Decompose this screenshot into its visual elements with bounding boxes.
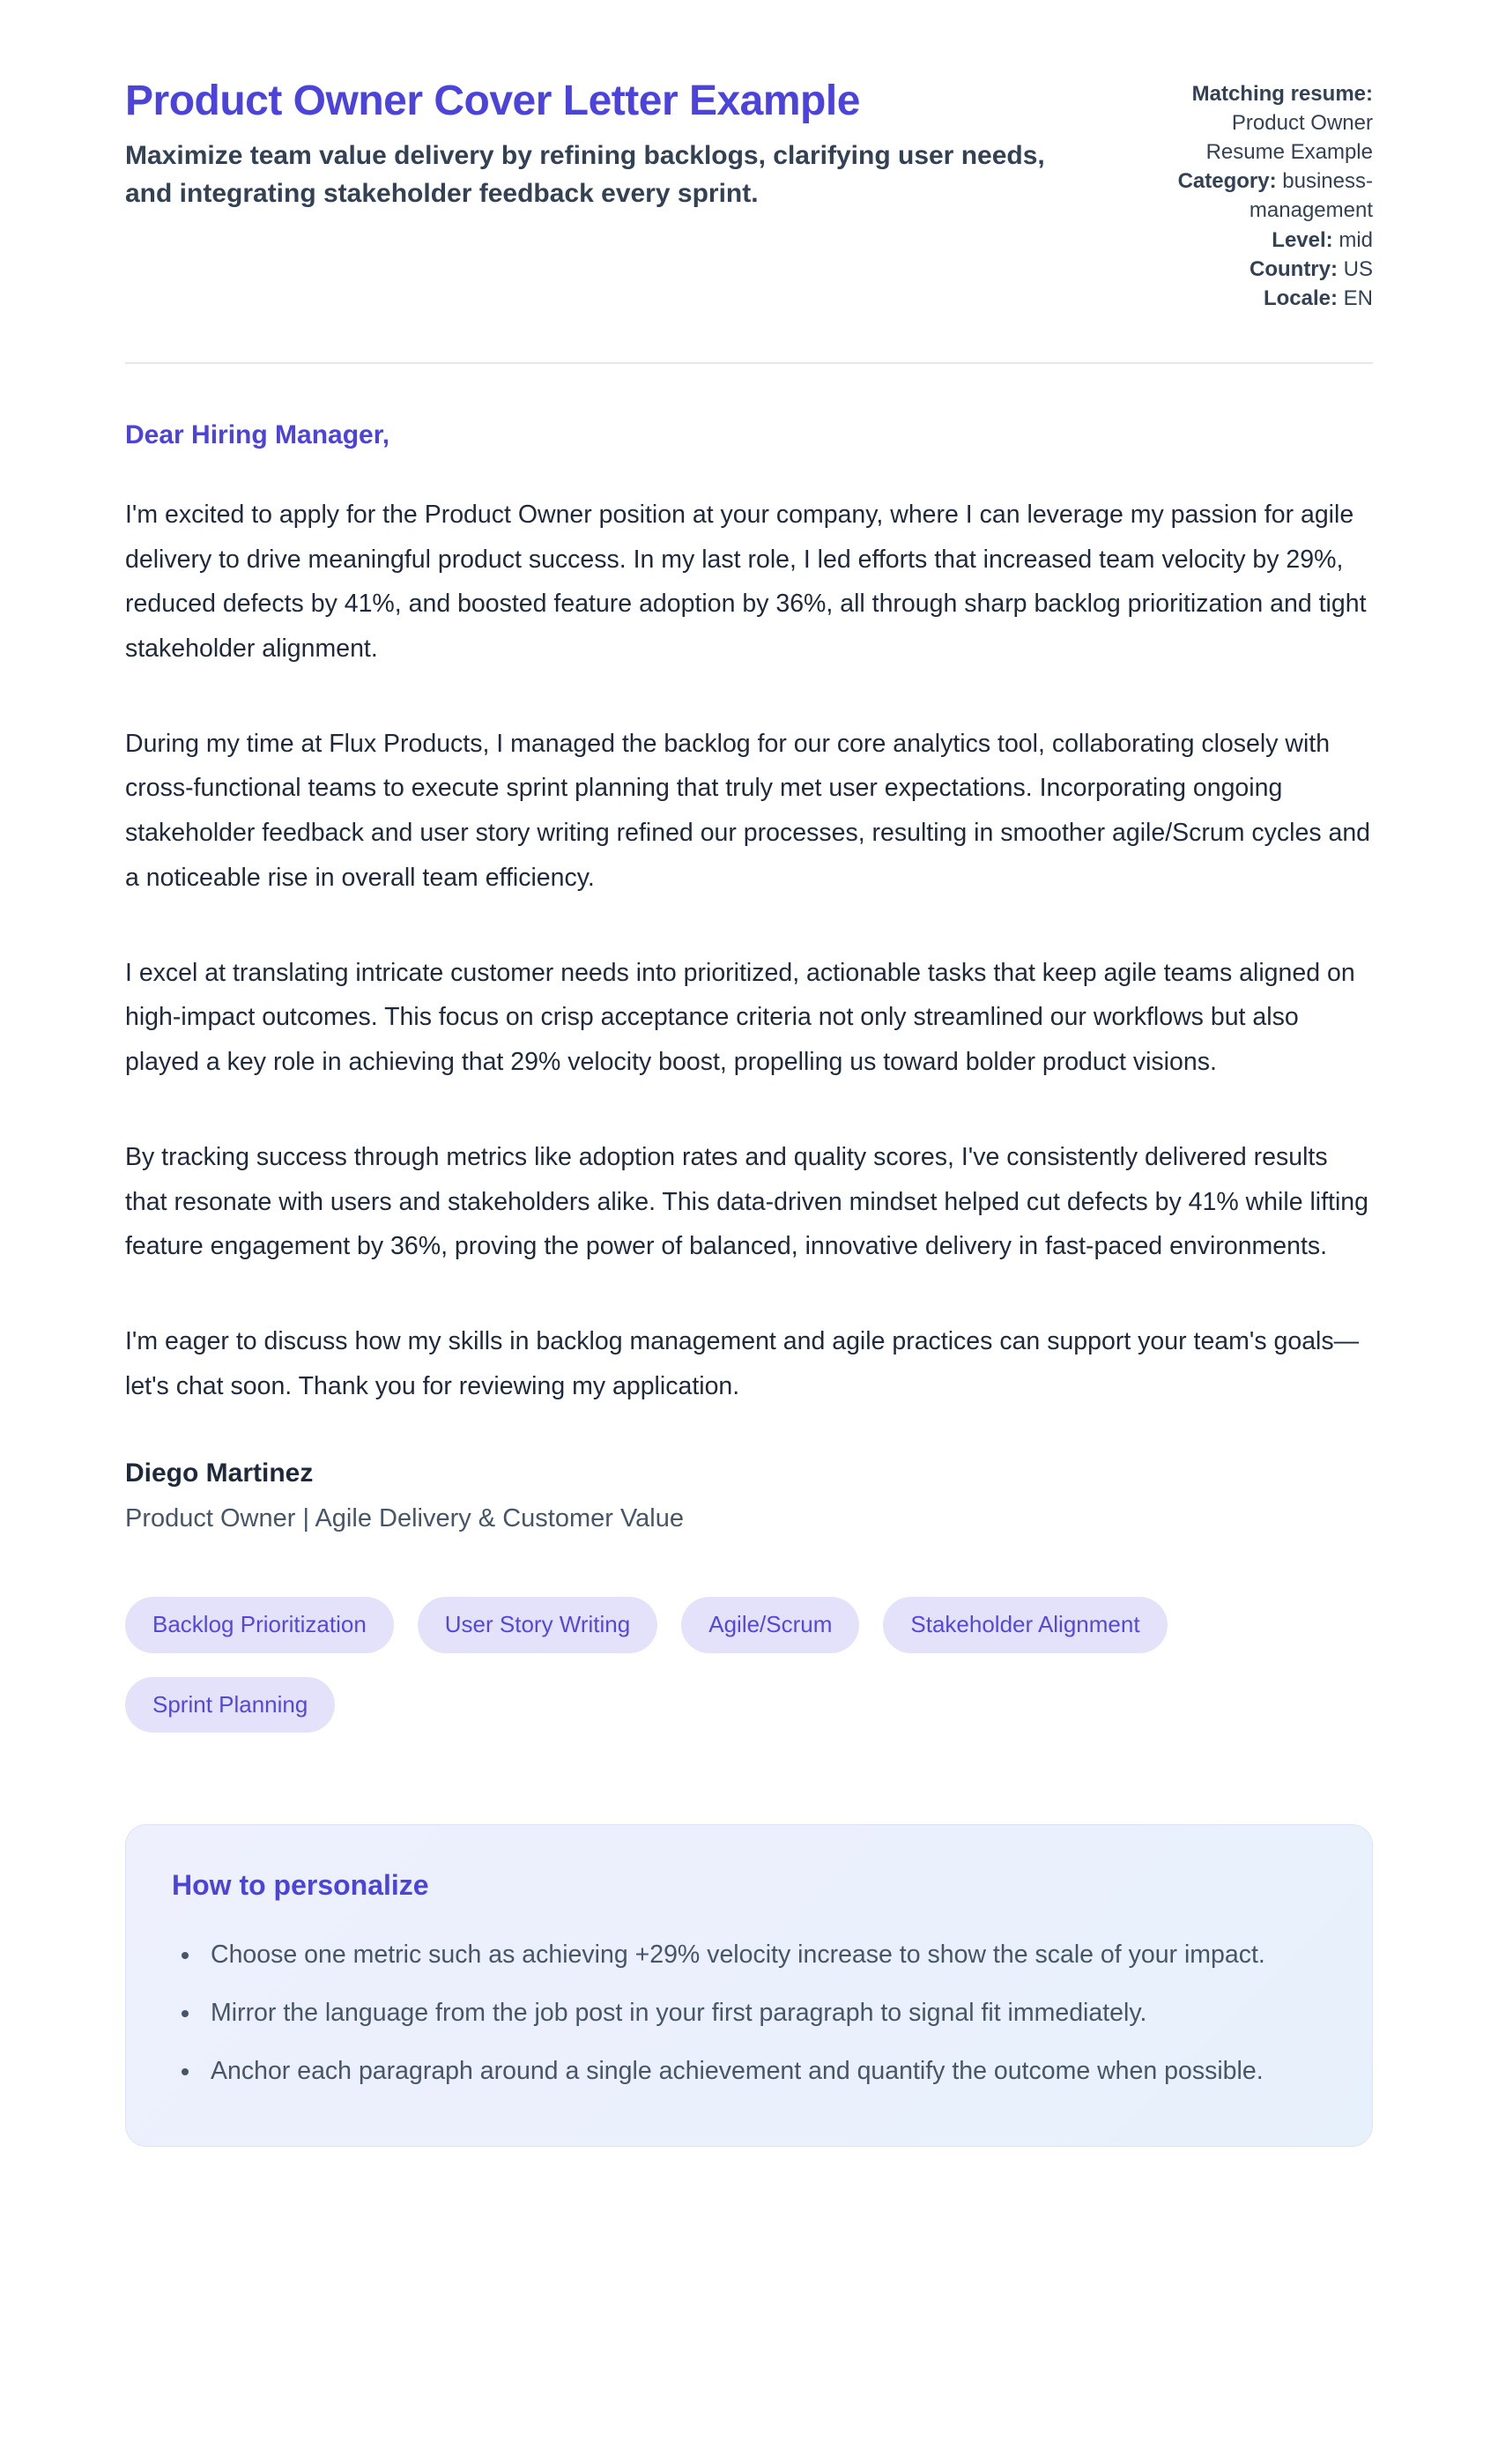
page-container (125, 0, 1373, 2147)
meta-value-locale: EN (1343, 286, 1373, 310)
skill-tags-row (125, 1597, 1373, 1732)
signature-block (125, 1458, 1373, 1533)
letter-paragraph-3: I excel at translating intricate customer needs into prioritized, actionable tasks that keep agile teams aligned on high-impact outcomes. This focus on crisp acceptance criteria not only streamlined our workflows but also played a key role in achieving that 29% velocity boost, propelling us toward bolder product visions. (125, 958, 1355, 1077)
skill-pill-user-story-writing: User Story Writing (418, 1597, 657, 1652)
header-divider (125, 362, 1373, 364)
letter-paragraph-4: By tracking success through metrics like adoption rates and quality scores, I've consistently delivered results that resonate with users and stakeholders alike. This data-driven mindset helped cut defects by 41% while lifting feature engagement by 36%, proving the power of balanced, innovative delivery in fast-paced environments. (125, 1142, 1369, 1261)
meta-label-locale: Locale: (1263, 286, 1338, 310)
meta-value-category: business-management (1249, 169, 1373, 223)
letter-salutation: Dear Hiring Manager, (125, 419, 390, 449)
skill-pill-sprint-planning: Sprint Planning (125, 1677, 335, 1733)
skill-pill-agile-scrum: Agile/Scrum (681, 1597, 859, 1652)
meta-label-country: Country: (1250, 256, 1338, 281)
tips-title: How to personalize (172, 1868, 429, 1901)
how-to-personalize-box (125, 1824, 1373, 2148)
meta-label-matching-resume: Matching resume: (1191, 82, 1373, 106)
signature-name: Diego Martinez (125, 1458, 314, 1488)
meta-value-country: US (1343, 256, 1373, 281)
header-title-block (125, 74, 1059, 213)
letter-paragraph-1: I'm excited to apply for the Product Owner position at your company, where I can leverage my passion for agile delivery to drive meaningful product success. In my last role, I led efforts that increased team velocity by 29%, reduced defects by 41%, and boosted feature adoption by 36%, all through sharp backlog prioritization and tight stakeholder alignment. (125, 500, 1367, 664)
meta-row-category (1151, 167, 1373, 225)
meta-value-matching-resume: Product Owner Resume Example (1205, 111, 1373, 165)
meta-label-level: Level: (1272, 227, 1333, 252)
meta-row-country (1151, 255, 1373, 284)
meta-label-category: Category: (1177, 169, 1277, 194)
skill-pill-backlog-prioritization: Backlog Prioritization (125, 1597, 394, 1652)
tip-item-3: • Anchor each paragraph around a single achievement and quantify the outcome when possible. (202, 2050, 1326, 2094)
meta-value-level: mid (1339, 227, 1373, 252)
letter-paragraph-5: I'm eager to discuss how my skills in backlog management and agile practices can support your team's goals—let's chat soon. Thank you for reviewing my application. (125, 1326, 1360, 1400)
page-header (125, 74, 1373, 313)
meta-row-matching-resume (1151, 79, 1373, 167)
tip-item-1: • Choose one metric such as achieving +29% velocity increase to show the scale of your impact. (202, 1933, 1326, 1978)
page-title: Product Owner Cover Letter Example (125, 78, 860, 124)
skill-pill-stakeholder-alignment: Stakeholder Alignment (883, 1597, 1167, 1652)
signature-role: Product Owner | Agile Delivery & Customer Value (125, 1504, 684, 1533)
cover-letter-body (125, 420, 1373, 1534)
letter-paragraph-2: During my time at Flux Products, I managed the backlog for our core analytics tool, collaborating closely with cross-functional teams to execute sprint planning that truly met user expectations. Incorporating ongoing stakeholder feedback and user story writing refined our processes, resulting in smoother agile/Scrum cycles and a noticeable rise in overall team efficiency. (125, 729, 1371, 892)
tips-list (172, 1933, 1326, 2094)
meta-row-locale (1151, 284, 1373, 313)
meta-row-level (1151, 226, 1373, 255)
page-subtitle: Maximize team value delivery by refining backlogs, clarifying user needs, and integrating stakeholder feedback every sprint. (125, 141, 1045, 208)
meta-panel (1151, 74, 1373, 313)
tip-item-2: • Mirror the language from the job post in your first paragraph to signal fit immediately. (202, 1992, 1326, 2036)
